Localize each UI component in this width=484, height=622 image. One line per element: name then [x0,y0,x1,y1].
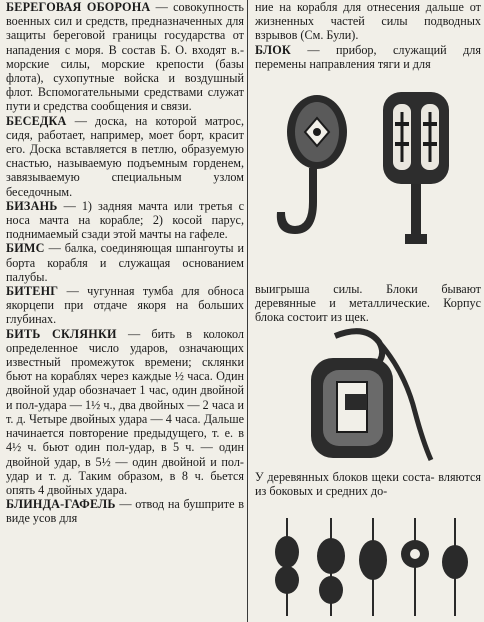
definition: — бить в колокол определенное число ударов, означающих известный промежуток времени; склянки бьют на кораблях через каждые ½ часа. Один двойной удар обозначает 1 час, один двойной и пол-удара — 1½ ч., два двойных — 2 часа и т. д. Четыре двойных удара — 4 часа. Дальше начинается повторение предыдущего, т. е. в 4½ ч. бьют один пол-удар, в 5 ч. — один двойной удар, в 5½ — один двойной и пол-удар и т. д. Таким образом, в 8 ч. бьется опять 4 двойных удара. [6,326,244,497]
headword: БИТЕНГ [6,284,59,299]
definition: — 1) задняя мачта или третья с носа мачта на корабле; 2) косой парус, поднимаемый сзади этой мачты на гафеле. [6,198,244,242]
headword: БЛОК [255,42,291,57]
right-mid-text [255,282,481,325]
entry-bizan [6,199,244,242]
right-low-text [255,470,481,498]
column-rule [247,0,248,622]
right-top-text [255,0,481,71]
entry-beregovaya-oborona [6,0,244,114]
definition: — чугунная тумба для обноса якорцепи при отдаче якоря на больших глубинах. [6,284,244,327]
paragraph: У деревянных блоков щеки состa- вляются из боковых и средних до- [255,470,481,499]
blocks-illustration-bottom [255,510,481,622]
small-block-icon [275,518,299,616]
headword: БИМС [6,241,45,256]
headword: БЛИНДА-ГАФЕЛЬ [6,497,116,512]
definition: — отвод на бушприте в виде усов для [6,497,244,526]
headword: БИЗАНЬ [6,198,58,213]
entry-blok [255,43,481,71]
small-block-icon [359,518,387,616]
entry-bims [6,241,244,284]
blocks-illustration-middle [255,322,481,462]
entry-biteng [6,284,244,327]
small-block-icon [442,518,468,616]
paragraph: выигрыша силы. Блоки бывают деревянные и металлические. Корпус блока состоит из щек. [255,282,481,325]
left-column [6,0,244,526]
hook-block-icon [277,95,347,234]
definition: — балка, соединяющая шпангоуты и борта корабля и служащая основанием палубы. [6,241,244,284]
definition: — совокупность военных сил и средств, предназначенных для защиты береговой границы государства от нападения с моря. В состав Б. О. входят в.-морские силы, морские крепости (базы флота), сухопутные войска и воздушный флот. Вспомогательными средствами служат пути и средства сообщения и связи. [6,0,244,114]
headword: БЕСЕДКА [6,113,67,128]
snatch-block-icon [311,331,431,460]
small-block-icon [401,518,429,616]
entry-bit-sklyanki [6,327,244,497]
fiddle-block-icon [383,92,449,244]
continued-text: ние на корабля для отнесения дальше от жизненных частей силы подводных взрывов (См. Були). [255,0,481,43]
headword: БЕРЕГОВАЯ ОБОРОНА [6,0,151,14]
small-block-icon [317,518,345,616]
blocks-illustration-top [255,84,481,274]
definition: — прибор, служащий для перемены направления тяги и для [255,42,481,71]
definition: — доска, на которой матрос, сидя, работает, например, моет борт, красит его. Доска вставляется в петлю, образуемую снастью, называемую подъемным горденем, завязываемую специальным узлом беседочным. [6,113,244,199]
headword: БИТЬ СКЛЯНКИ [6,326,117,341]
entry-besedka [6,114,244,199]
entry-blinda-gafel [6,497,244,525]
